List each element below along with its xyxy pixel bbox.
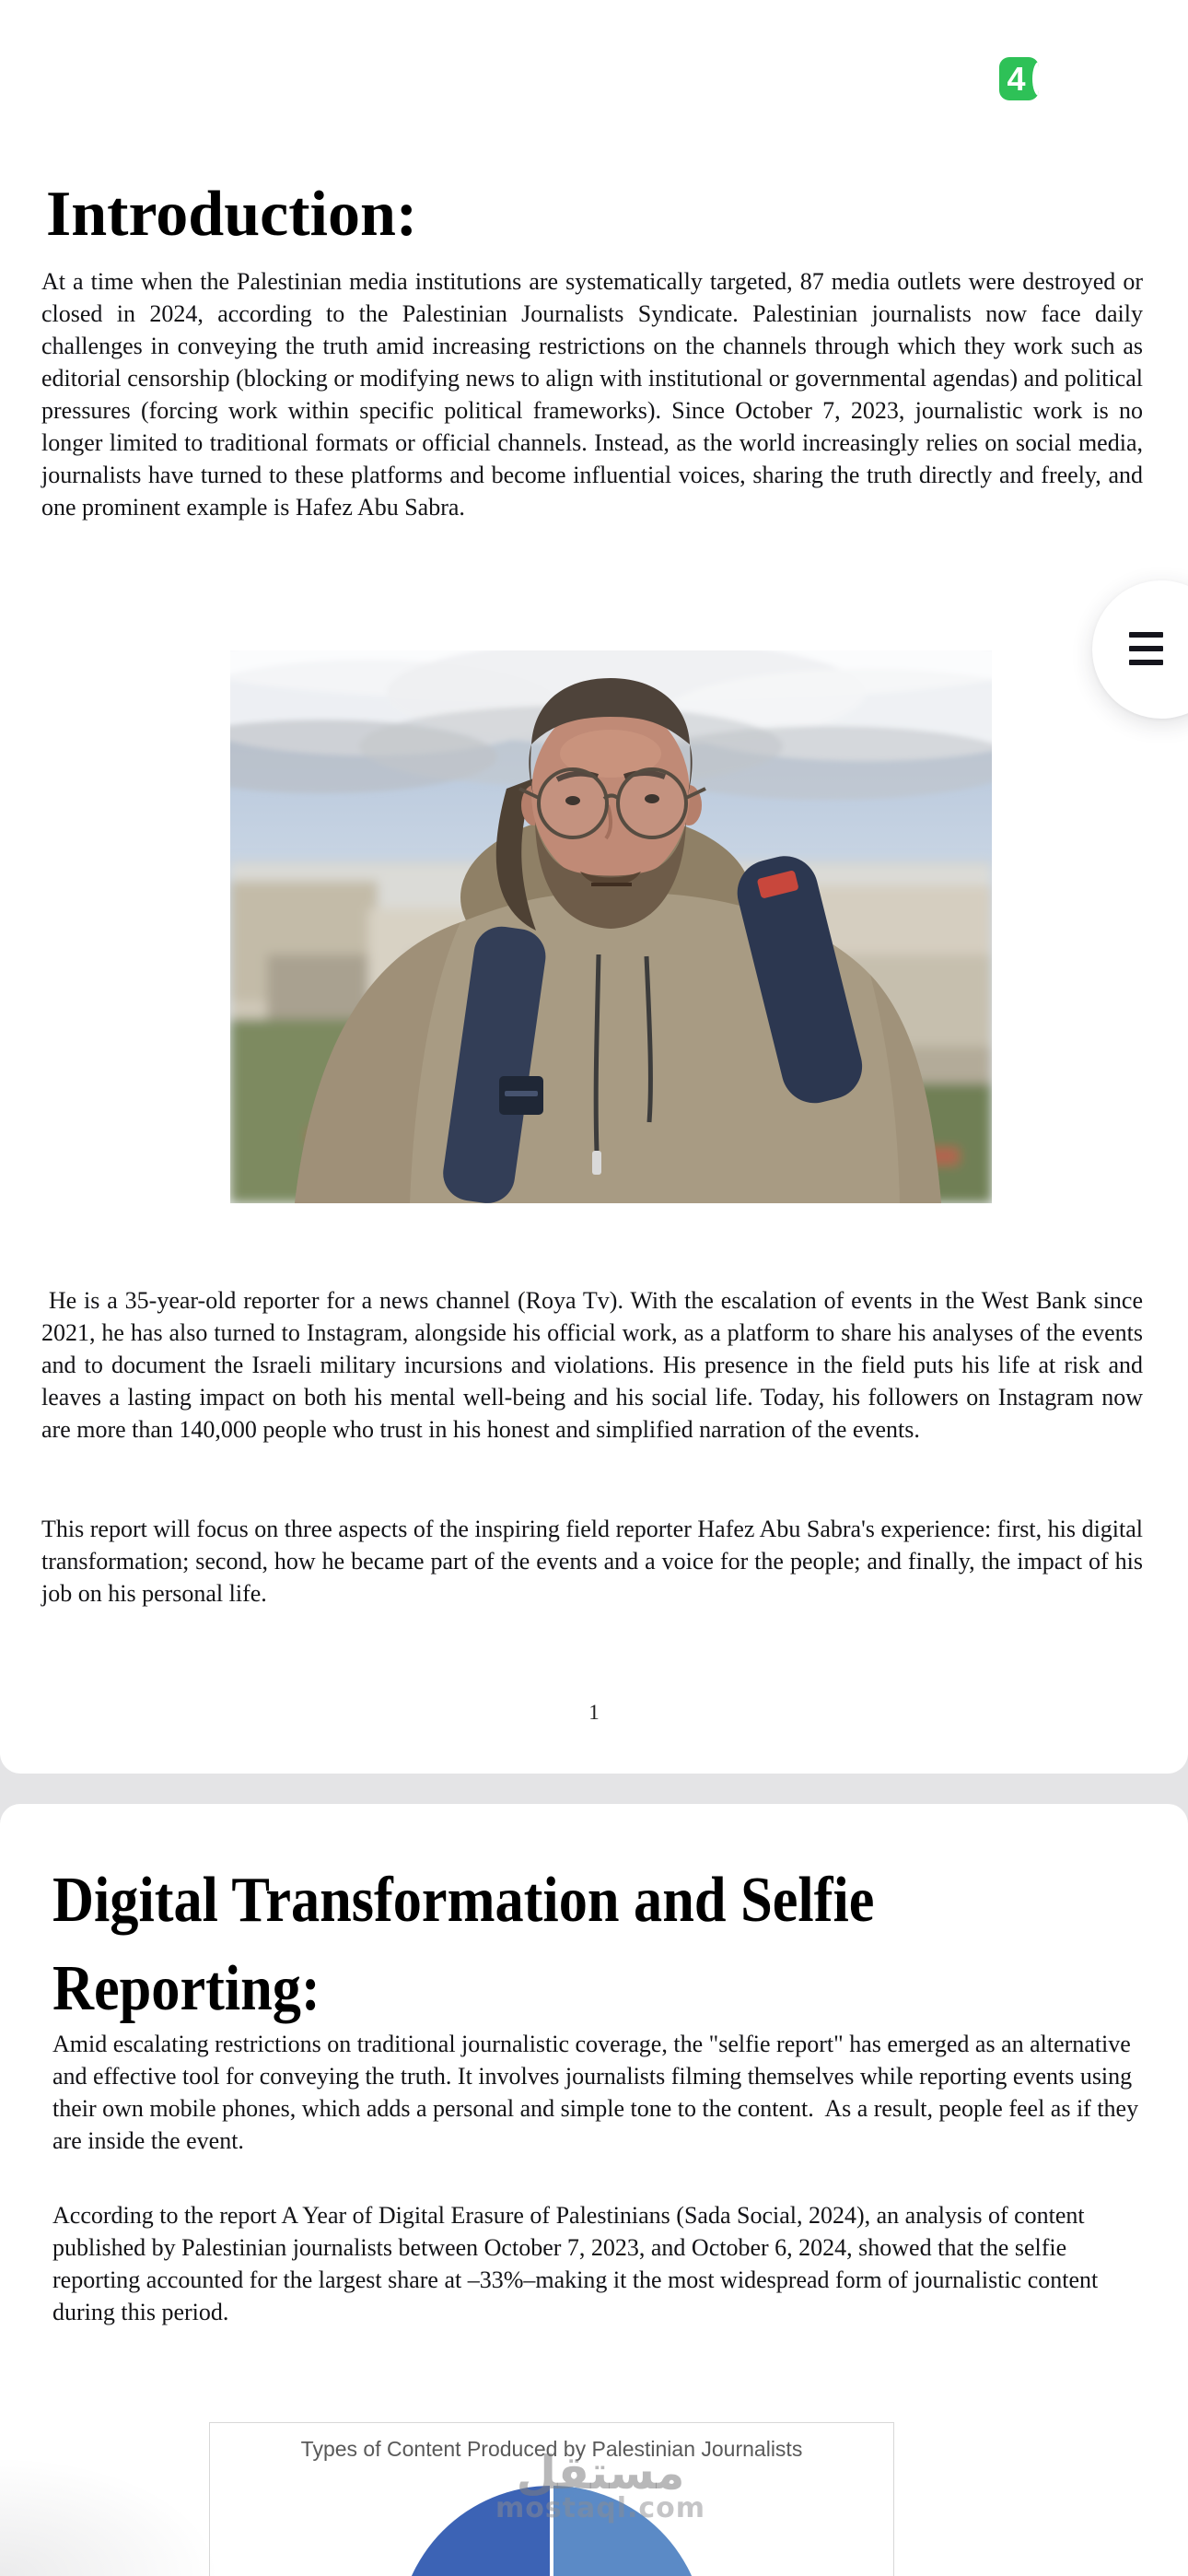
page-title-introduction: Introduction: xyxy=(46,179,418,250)
sada-social-paragraph: According to the report A Year of Digital Erasure of Palestinians (Sada Social, 2024), an analysis of content published by Palestinian journalists between October 7, 2023, and October 6, 2024, showed that the selfie reporting accounted for the largest share at –33%–making it the most widespread form of journalistic content during this period. xyxy=(52,2202,1104,2325)
reporter-photo-illustration xyxy=(230,650,992,1203)
hamburger-menu-icon xyxy=(1129,632,1163,673)
pie-chart xyxy=(210,2423,893,2576)
notification-badge[interactable] xyxy=(999,57,1039,100)
watermark-domain: mostaql.com xyxy=(495,2492,706,2524)
selfie-report-paragraph: Amid escalating restrictions on traditional journalistic coverage, the "selfie report" has emerged as an alternative and effective tool for conveying the truth. It involves journalists filming themselves while reporting events using their own mobile phones, which adds a personal and simple tone to the content. As a result, people feel as if they are inside the event. xyxy=(52,2031,1145,2154)
report-scope-paragraph: This report will focus on three aspects of the inspiring field reporter Hafez Abu Sabra's experience: first, his digital transformation; second, how he became part of the events and a voice for the people; and finally, the impact of his job on his personal life. xyxy=(41,1516,1149,1607)
intro-paragraph: At a time when the Palestinian media institutions are systematically targeted, 87 media outlets were destroyed or closed in 2024, according to the Palestinian Journalists Syndicate. Palestinian journalists now face daily challenges in conveying the truth amid increasing restrictions on the channels through which they work such as editorial censorship (blocking or modifying news to align with institutional or governmental agendas) and political pressures (forcing work within specific political frameworks). Since October 7, 2023, journalistic work is no longer limited to traditional formats or official channels. Instead, as the world increasingly relies on social media, journalists have turned to these platforms and become influential voices, sharing the truth directly and freely, and one prominent example is Hafez Abu Sabra. xyxy=(41,268,1149,521)
page-title-digital-transformation: Digital Transformation and Selfie Reporting: xyxy=(52,1865,875,2024)
badge-count: 4 xyxy=(1007,59,1026,98)
corner-shade xyxy=(0,2456,221,2576)
watermark-arabic: مستقل xyxy=(516,2446,685,2500)
page-number: 1 xyxy=(588,1701,600,1724)
reporter-photo xyxy=(230,650,992,1203)
pie-slice-left xyxy=(398,2486,552,2576)
pie-slice-right xyxy=(552,2486,705,2576)
document-page-2 xyxy=(0,1804,1188,2576)
reporter-bio-paragraph: He is a 35-year-old reporter for a news channel (Roya Tv). With the escalation of events in the West Bank since 2021, he has also turned to Instagram, alongside his official work, as a platform to share his analyses of the events and to document the Israeli military incursions and violations. His presence in the field puts his life at risk and leaves a lasting impact on both his mental well-being and his social life. Today, his followers on Instagram now are more than 140,000 people who trust in his honest and simplified narration of the events. xyxy=(41,1287,1149,1443)
badge-clipped-glyph xyxy=(1032,62,1039,96)
chart-title: Types of Content Produced by Palestinian Journalists xyxy=(300,2437,803,2461)
content-types-chart xyxy=(209,2422,894,2576)
